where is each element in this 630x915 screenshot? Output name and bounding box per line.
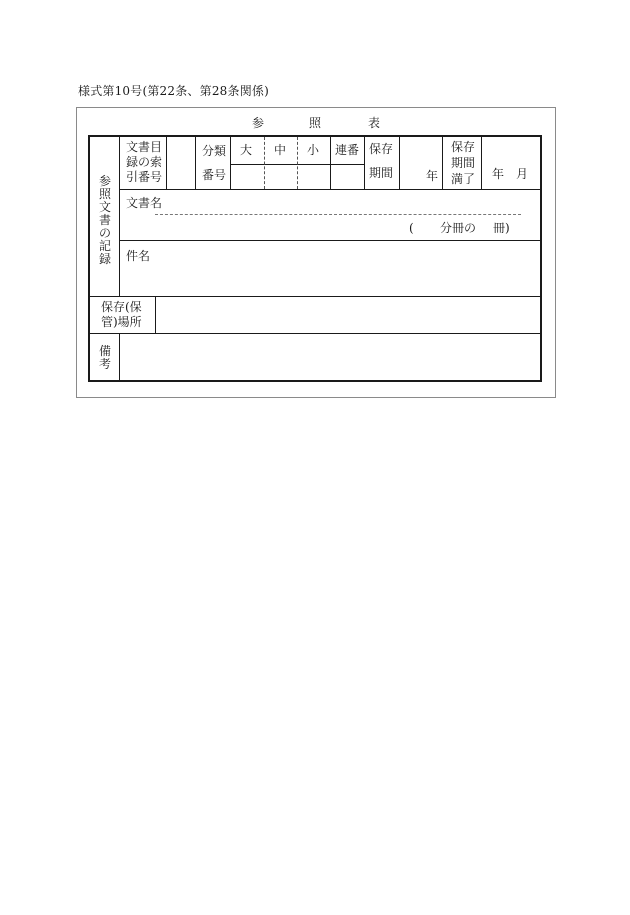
rule-hozon-value — [442, 137, 443, 189]
rule-index-value — [195, 137, 196, 189]
title-char-3: 表 — [368, 116, 381, 130]
title-char-2: 照 — [309, 116, 322, 130]
storage-location-label-1: 保存(保 — [101, 300, 142, 314]
section-record-label: 参照文書の記録 — [98, 174, 111, 266]
index-no-label-2: 録の索 — [126, 155, 163, 169]
rule-manryo-label — [481, 137, 482, 189]
rule-storage-bottom — [90, 333, 542, 334]
rule-index-label — [166, 137, 167, 189]
storage-location-label-2: 管)場所 — [101, 315, 142, 329]
retention-expiry-label-3: 満了 — [451, 172, 476, 186]
rule-record-bottom — [90, 296, 542, 297]
year-unit: 年 — [426, 169, 439, 183]
class-small-label: 小 — [307, 143, 320, 157]
class-medium-label: 中 — [274, 143, 287, 157]
index-no-label-3: 引番号 — [126, 170, 163, 184]
class-large-label: 大 — [240, 143, 253, 157]
subject-label: 件名 — [126, 249, 151, 263]
rule-renban-hozon — [364, 137, 365, 189]
rule-class-label — [230, 137, 231, 189]
year-month-unit: 年 月 — [492, 167, 529, 181]
retention-period-label-2: 期間 — [369, 166, 394, 180]
index-no-label-1: 文書目 — [126, 140, 163, 154]
volume-open-paren: ( — [409, 221, 414, 235]
rule-storage-label — [155, 296, 156, 333]
rule-section-col — [119, 137, 120, 296]
retention-expiry-label-1: 保存 — [451, 140, 476, 154]
rule-chu-sho — [297, 137, 298, 189]
volume-count-unit: 冊) — [493, 221, 510, 235]
document-name-line — [155, 214, 521, 215]
rule-dai-chu — [264, 137, 265, 189]
reference-table — [88, 135, 542, 382]
retention-period-label-1: 保存 — [369, 142, 394, 156]
document-name-label: 文書名 — [126, 196, 163, 210]
classification-label: 分類 — [202, 144, 227, 158]
rule-header-bottom — [119, 189, 542, 190]
rule-sho-renban — [330, 137, 331, 189]
rule-hozon-label — [399, 137, 400, 189]
form-caption: 様式第10号(第22条、第28条関係) — [78, 84, 269, 98]
volume-label: 分冊の — [440, 221, 477, 235]
number-label: 番号 — [202, 168, 227, 182]
rule-docname-bottom — [119, 240, 542, 241]
remarks-label: 備考 — [98, 344, 111, 371]
serial-number-label: 連番 — [335, 143, 360, 157]
retention-expiry-label-2: 期間 — [451, 156, 476, 170]
title-char-1: 参 — [252, 116, 265, 130]
rule-remarks-label — [119, 333, 120, 382]
